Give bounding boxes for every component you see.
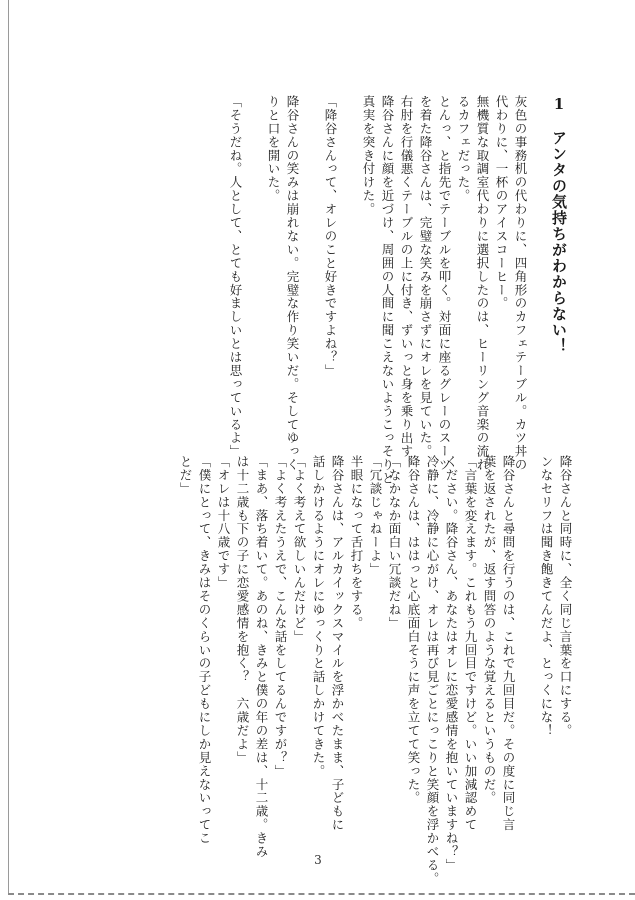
body-column: 話しかけるようにオレにゆっくりと話しかけてきた。 — [311, 455, 326, 778]
body-column: とんっ、と指先でテーブルを叩く。対面に座るグレーのスーツ — [437, 95, 452, 472]
page-left-edge — [8, 0, 9, 893]
body-column: 降谷さんの笑みは崩れない。完璧な作り笑いだ。そしてゆっく — [285, 95, 300, 472]
body-column: 代わりに、一杯のアイスコーヒー。 — [494, 95, 509, 311]
body-column: 降谷さんと尋問を行うのは、これで九回目だ。その度に同じ言 — [501, 455, 516, 832]
body-column: 半眼になって舌打ちをする。 — [349, 455, 364, 630]
body-column: りと口を開いた。 — [266, 95, 281, 203]
body-column: 「言葉を変えます。これもう九回目ですけど。いい加減認めて — [463, 455, 478, 832]
body-column: を着た降谷さんは、完璧な笑みを崩さずにオレを見ていた。 — [418, 95, 433, 459]
body-column: ください。降谷さん、あなたはオレに恋愛感情を抱いていますね？」 — [444, 455, 459, 872]
body-column: 真実を突き付けた。 — [361, 95, 376, 217]
body-column-blank — [518, 455, 533, 805]
page-number: 3 — [314, 853, 322, 867]
body-column: 降谷さんは、ははっと心底面白そうに声を立てて笑った。 — [406, 455, 421, 805]
body-column: 「降谷さんって、オレのこと好きですよね？」 — [323, 95, 338, 378]
body-column: 降谷さんに顔を近づけ、周囲の人間に聞こえないようこっそりと — [380, 95, 395, 486]
body-column: 葉を返されたが、返す問答のような覚えるというものだ。 — [482, 455, 497, 805]
body-column: 「そうだね。人として、とても好ましいとは思っているよ」 — [228, 95, 243, 459]
page-bottom-edge — [8, 893, 635, 895]
body-column: 「僕にとって、きみはそのくらいの子どもにしか見えないってこ — [197, 455, 212, 846]
body-column: 無機質な取調室代わりに選択したのは、ヒーリング音楽の流れ — [475, 95, 490, 472]
body-column: 降谷さんは、アルカイックスマイルを浮かべたまま、子どもに — [330, 455, 345, 832]
body-column: 右肘を行儀悪くテーブルの上に付き、ずいっと身を乗り出す。 — [399, 95, 414, 472]
body-column-blank — [245, 95, 260, 425]
body-column: 「よく考えて欲しいんだけど」 — [292, 455, 307, 644]
body-column: 灰色の事務机の代わりに、四角形のカフェテーブル。カツ丼の — [513, 95, 528, 472]
body-column: 「なかなか面白い冗談だね」 — [387, 455, 402, 630]
body-column-blank — [340, 95, 355, 425]
body-column: 「冗談じゃねーよ」 — [368, 455, 383, 577]
body-column-blank — [302, 95, 317, 425]
body-column: は十二歳も下の子に恋愛感情を抱く？ 六歳だよ」 — [235, 455, 250, 765]
body-column: るカフェだった。 — [456, 95, 471, 203]
body-column: 冷静に、冷静に心がけ、オレは再び見ごとにっこりと笑顔を浮かべる。 — [425, 455, 440, 886]
body-column: とだ」 — [178, 455, 193, 496]
body-column: 降谷さんと同時に、全く同じ言葉を口にする。 — [558, 455, 573, 738]
chapter-title: 1 アンタの気持ちがわからない！ — [550, 95, 568, 354]
body-column: 「オレは十八歳です」 — [216, 455, 231, 590]
body-column: 「よく考えたうえで、こんな話をしてるんですが？」 — [273, 455, 288, 778]
body-column: 「まあ、落ち着いて。あのね、きみと僕の年の差は、十二歳。きみ — [254, 455, 269, 859]
body-column: ンなセリフは聞き飽きてんだよ、とっくにな！ — [539, 455, 554, 738]
